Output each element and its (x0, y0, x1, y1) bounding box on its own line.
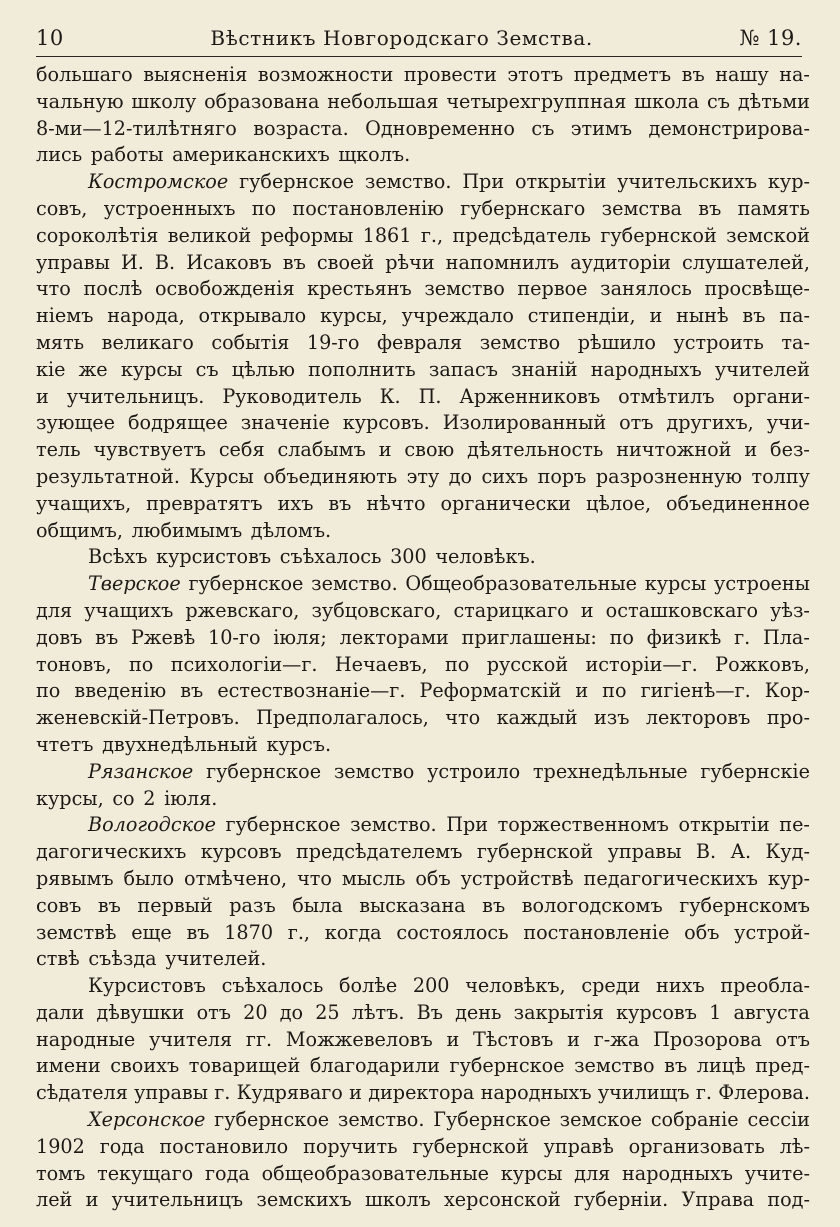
text-line: управы И. В. Исаковъ въ своей рѣчи напомнилъ аудиторіи слушателей, (36, 250, 810, 274)
text-line: учащихъ, превратятъ ихъ въ нѣчто органически цѣлое, объединенное (36, 491, 810, 515)
text-line: для учащихъ ржевскаго, зубцовскаго, старицкаго и осташковскаго уѣз- (36, 598, 810, 622)
text-line: кіе же курсы съ цѣлью пополнить запасъ знаній народныхъ учителей (36, 357, 810, 381)
text-line: дали дѣвушки отъ 20 до 25 лѣтъ. Въ день закрытія курсовъ 1 августа (36, 1000, 810, 1024)
text-line: и учительницъ. Руководитель К. П. Арженниковъ отмѣтилъ органи- (36, 384, 810, 408)
zemstvo-name: Тверское (88, 572, 181, 596)
text-line: женевскій-Петровъ. Предполагалось, что каждый изъ лекторовъ про- (36, 706, 810, 730)
zemstvo-name: Рязанское (88, 759, 194, 783)
text-line: Всѣхъ курсистовъ съѣхалось 300 человѣкъ. (88, 545, 536, 569)
text-line: большаго выясненія возможности провести этотъ предметъ въ нашу на- (36, 63, 810, 86)
text-line: зующее бодрящее значеніе курсовъ. Изолированный отъ другихъ, учи- (36, 411, 810, 435)
running-header (36, 14, 802, 57)
text-line: сѣдателя управы г. Кудрявaго и директора народныхъ училищъ г. Флерова. (36, 1081, 810, 1105)
text-line: Рязанское губернское земство устроило трехнедѣльные губернскіе (36, 759, 810, 786)
page-number: 10 (36, 26, 64, 50)
text-line: что послѣ освобожденія крестьянъ земство первое занялось просвѣще- (36, 277, 810, 301)
zemstvo-name: Херсонское (88, 1108, 206, 1132)
text-line: Херсонское губернское земство. Губернское земское собраніе сессіи (36, 1107, 810, 1134)
text-line: 8-ми—12-тилѣтняго возраста. Одновременно съ этимъ демонстрирова- (36, 116, 810, 140)
text-line: народные учителя гг. Можжевеловъ и Тѣстовъ и г-жа Прозорова отъ (36, 1027, 810, 1051)
text-line: совъ въ первый разъ была высказана въ вологодскомъ губернскомъ (36, 893, 810, 917)
text-line: чтетъ двухнедѣльный курсъ. (36, 732, 332, 756)
issue-number: № 19. (739, 26, 802, 50)
journal-title: Вѣстникъ Новгородскаго Земства. (210, 26, 593, 50)
text-line: ніемъ народа, открывало курсы, учреждало стипендіи, и нынѣ въ па- (36, 304, 810, 328)
text-line: сороколѣтія великой реформы 1861 г., предсѣдатель губернской земской (36, 223, 810, 247)
text-line: чальную школу образована небольшая четырехгруппная школа съ дѣтьми (36, 89, 810, 113)
text-line: 1902 года постановило поручить губернской управѣ организовать лѣ- (36, 1134, 810, 1158)
text-line: результатной. Курсы объединяють эту до сихъ поръ разрозненную толпу (36, 464, 810, 488)
text-line: дагогическихъ курсовъ предсѣдателемъ губернской управы В. А. Куд- (36, 840, 810, 864)
text-line: тель чувствуетъ себя слабымъ и свою дѣятельность ничтожной и без- (36, 438, 810, 462)
text-line: томъ текущаго года общеобразовательные курсы для народныхъ учите- (36, 1161, 810, 1185)
text-line: по введенію въ естествознаніе—г. Реформатскій и по гигіенѣ—г. Кор- (36, 679, 810, 703)
text-line: довъ въ Ржевѣ 10-го іюля; лекторами приглашены: по физикѣ г. Пла- (36, 625, 810, 649)
text-line: тоновъ, по психологіи—г. Нечаевъ, по русской исторіи—г. Рожковъ, (36, 652, 810, 676)
text-line: курсы, со 2 іюля. (36, 786, 218, 810)
zemstvo-name: Вологодское (88, 813, 216, 837)
text-line: Курсистовъ съѣхалось болѣе 200 человѣкъ, среди нихъ преобла- (88, 974, 810, 998)
text-line: Вологодское губернское земство. При торжественномъ открытіи пе- (36, 812, 810, 839)
text-line: совъ, устроенныхъ по постановленію губернскаго земства въ память (36, 196, 810, 220)
zemstvo-name: Костромское (88, 170, 229, 194)
text-line: ствѣ съѣзда учителей. (36, 947, 267, 971)
text-line: лись работы американскихъ щколъ. (36, 143, 411, 167)
text-line: мять великаго событія 19-го февраля земство рѣшило устроить та- (36, 330, 810, 354)
text-line: земствѣ еще въ 1870 г., когда состоялось постановленіе объ устрой- (36, 920, 810, 944)
text-line: Костромское губернское земство. При открытіи учительскихъ кур- (36, 169, 810, 196)
text-line: лей и учительницъ земскихъ школъ херсонской губерніи. Управа под- (36, 1188, 810, 1212)
text-line: общимъ, любимымъ дѣломъ. (36, 518, 332, 542)
body-text (36, 62, 810, 1214)
text-line: рявымъ было отмѣчено, что мысль объ устройствѣ педагогическихъ кур- (36, 866, 810, 890)
text-line: имени своихъ товарищей благодарили губернское земство въ лицѣ пред- (36, 1054, 810, 1078)
text-line: Тверское губернское земство. Общеобразовательные курсы устроены (36, 571, 810, 598)
